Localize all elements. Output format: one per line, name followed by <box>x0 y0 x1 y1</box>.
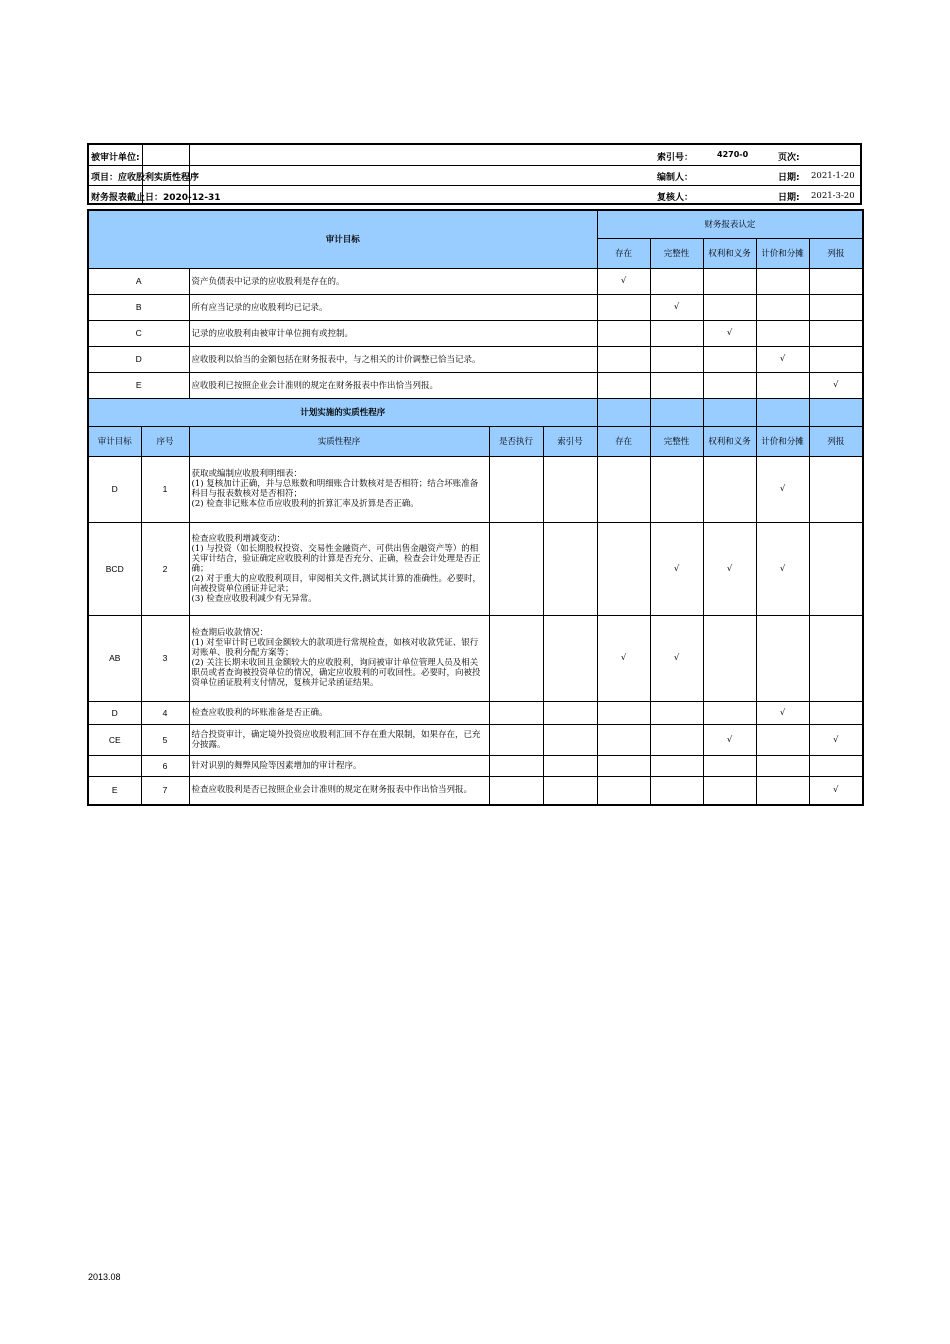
check-mark <box>597 320 650 346</box>
executed-cell[interactable] <box>489 615 543 701</box>
procedure-objective: D <box>88 456 141 522</box>
procedure-row <box>88 724 863 755</box>
check-mark <box>756 755 809 776</box>
objective-text: 记录的应收股利由被审计单位拥有或控制。 <box>189 320 597 346</box>
column-header: 完整性 <box>650 426 703 456</box>
procedure-text: 针对识别的舞弊风险等因素增加的审计程序。 <box>189 755 489 776</box>
check-mark <box>703 776 756 805</box>
check-mark: √ <box>756 346 809 372</box>
index-label: 索引号： <box>657 153 694 163</box>
check-mark: √ <box>809 724 863 755</box>
objective-text: 所有应当记录的应收股利均已记录。 <box>189 294 597 320</box>
procedure-row <box>88 615 863 701</box>
check-mark <box>756 320 809 346</box>
check-mark <box>597 456 650 522</box>
project-label: 项目：应收股利实质性程序 <box>91 173 200 183</box>
column-header: 列报 <box>809 426 863 456</box>
objective-row <box>88 294 863 320</box>
assertion-header: 完整性 <box>650 238 703 268</box>
procedure-objective: BCD <box>88 522 141 615</box>
check-mark <box>650 724 703 755</box>
date-value-1: 2021-1-20 <box>811 171 855 181</box>
check-mark: √ <box>597 615 650 701</box>
procedure-objective <box>88 755 141 776</box>
check-mark: √ <box>703 724 756 755</box>
index-cell[interactable] <box>543 456 597 522</box>
procedure-seq: 6 <box>141 755 189 776</box>
procedure-objective: D <box>88 701 141 724</box>
preparer-label: 编制人： <box>657 173 694 183</box>
procedure-text: 获取或编制应收股利明细表： (1) 复核加计正确，并与总账数和明细账合计数核对是否相符；结合坏账准备科目与报表数核对是否相符； (2) 检查非记账本位币应收股利的折算汇率及折算是否正确。 <box>189 456 489 522</box>
check-mark: √ <box>650 522 703 615</box>
procedure-row <box>88 522 863 615</box>
check-mark <box>809 615 863 701</box>
check-mark <box>597 701 650 724</box>
check-mark <box>597 346 650 372</box>
procedure-seq: 5 <box>141 724 189 755</box>
column-header: 计价和分摊 <box>756 426 809 456</box>
procedure-objective: CE <box>88 724 141 755</box>
check-mark <box>597 776 650 805</box>
check-mark <box>650 755 703 776</box>
check-mark <box>756 372 809 398</box>
assertion-header: 权利和义务 <box>703 238 756 268</box>
procedure-seq: 4 <box>141 701 189 724</box>
executed-cell[interactable] <box>489 724 543 755</box>
index-cell[interactable] <box>543 755 597 776</box>
executed-cell[interactable] <box>489 701 543 724</box>
check-mark <box>597 755 650 776</box>
check-mark <box>809 346 863 372</box>
procedure-objective: E <box>88 776 141 805</box>
column-header: 序号 <box>141 426 189 456</box>
auditee-label: 被审计单位: <box>91 153 140 163</box>
check-mark <box>703 615 756 701</box>
check-mark: √ <box>597 268 650 294</box>
procedures-title: 计划实施的实质性程序 <box>88 398 597 426</box>
assertion-header: 计价和分摊 <box>756 238 809 268</box>
check-mark <box>703 346 756 372</box>
page-label: 页次: <box>778 153 800 163</box>
index-value: 4270-0 <box>717 150 749 159</box>
check-mark <box>756 776 809 805</box>
executed-cell[interactable] <box>489 755 543 776</box>
assertion-header: 存在 <box>597 238 650 268</box>
procedure-row <box>88 456 863 522</box>
index-cell[interactable] <box>543 615 597 701</box>
check-mark: √ <box>650 615 703 701</box>
procedure-text: 检查期后收款情况： (1) 对至审计时已收回金额较大的款项进行常规检查，如核对收款凭证、银行对账单、股利分配方案等； (2) 关注长期未收回且金额较大的应收股利，询问被审计单位管理人员及相关职员或者查询被投资单位的情况，确定应收股利的可收回性。必要时，向被投资单位函证股利支付情况，复核并记录函证结果。 <box>189 615 489 701</box>
objective-text: 应收股利以恰当的金额包括在财务报表中，与之相关的计价调整已恰当记录。 <box>189 346 597 372</box>
check-mark <box>703 456 756 522</box>
objective-row <box>88 320 863 346</box>
check-mark <box>650 456 703 522</box>
check-mark <box>703 372 756 398</box>
objective-text: 应收股利已按照企业会计准则的规定在财务报表中作出恰当列报。 <box>189 372 597 398</box>
check-mark <box>809 522 863 615</box>
procedure-seq: 3 <box>141 615 189 701</box>
check-mark <box>809 755 863 776</box>
header-block <box>87 143 862 205</box>
objectives-title: 审计目标 <box>88 210 597 268</box>
executed-cell[interactable] <box>489 776 543 805</box>
objective-code: E <box>88 372 189 398</box>
procedure-row <box>88 776 863 805</box>
column-header: 存在 <box>597 426 650 456</box>
period-label: 财务报表截止日：2020-12-31 <box>91 193 221 203</box>
check-mark <box>809 294 863 320</box>
procedure-seq: 7 <box>141 776 189 805</box>
check-mark: √ <box>756 522 809 615</box>
date-label-2: 日期: <box>778 193 800 203</box>
check-mark <box>597 724 650 755</box>
objective-row <box>88 346 863 372</box>
objective-row <box>88 372 863 398</box>
date-label-1: 日期: <box>778 173 800 183</box>
check-mark <box>809 320 863 346</box>
check-mark <box>650 346 703 372</box>
procedure-seq: 1 <box>141 456 189 522</box>
check-mark <box>756 294 809 320</box>
procedure-text: 检查应收股利增减变动： (1) 与投资（如长期股权投资、交易性金融资产、可供出售金融资产等）的相关审计结合，验证确定应收股利的计算是否充分、正确，检查会计处理是否正确； (2) 对于重大的应收股利项目，审阅相关文件,测试其计算的准确性。必要时，向被投资单位函证并记录； (3) 检查应收股利减少有无异常。 <box>189 522 489 615</box>
executed-cell[interactable] <box>489 522 543 615</box>
check-mark <box>650 372 703 398</box>
executed-cell[interactable] <box>489 456 543 522</box>
check-mark <box>650 701 703 724</box>
check-mark <box>809 268 863 294</box>
index-cell[interactable] <box>543 701 597 724</box>
header-divider <box>89 185 860 186</box>
objective-code: A <box>88 268 189 294</box>
check-mark <box>703 294 756 320</box>
objective-row <box>88 268 863 294</box>
assertion-header: 列报 <box>809 238 863 268</box>
column-header: 实质性程序 <box>189 426 489 456</box>
procedure-row <box>88 755 863 776</box>
check-mark <box>756 724 809 755</box>
procedure-text: 检查应收股利的坏账准备是否正确。 <box>189 701 489 724</box>
objective-code: B <box>88 294 189 320</box>
objective-text: 资产负债表中记录的应收股利是存在的。 <box>189 268 597 294</box>
reviewer-label: 复核人： <box>657 193 694 203</box>
check-mark <box>597 522 650 615</box>
check-mark: √ <box>703 522 756 615</box>
check-mark <box>703 701 756 724</box>
column-header: 审计目标 <box>88 426 141 456</box>
check-mark <box>597 372 650 398</box>
check-mark: √ <box>650 294 703 320</box>
assertions-title: 财务报表认定 <box>597 210 863 238</box>
check-mark <box>756 615 809 701</box>
date-value-2: 2021-3-20 <box>811 191 855 201</box>
check-mark: √ <box>703 320 756 346</box>
column-header: 权利和义务 <box>703 426 756 456</box>
check-mark: √ <box>756 701 809 724</box>
procedure-row <box>88 701 863 724</box>
objective-code: C <box>88 320 189 346</box>
footer-version: 2013.08 <box>88 1272 121 1282</box>
index-cell[interactable] <box>543 776 597 805</box>
column-header: 索引号 <box>543 426 597 456</box>
check-mark <box>756 268 809 294</box>
check-mark <box>650 320 703 346</box>
check-mark: √ <box>756 456 809 522</box>
index-cell[interactable] <box>543 522 597 615</box>
objective-code: D <box>88 346 189 372</box>
check-mark <box>809 701 863 724</box>
check-mark <box>703 755 756 776</box>
check-mark <box>809 456 863 522</box>
audit-table <box>87 209 864 806</box>
procedure-text: 结合投资审计，确定境外投资应收股利汇回不存在重大限制，如果存在，已充分披露。 <box>189 724 489 755</box>
check-mark <box>703 268 756 294</box>
check-mark <box>650 268 703 294</box>
procedure-text: 检查应收股利是否已按照企业会计准则的规定在财务报表中作出恰当列报。 <box>189 776 489 805</box>
check-mark <box>650 776 703 805</box>
check-mark: √ <box>809 372 863 398</box>
check-mark <box>597 294 650 320</box>
index-cell[interactable] <box>543 724 597 755</box>
check-mark: √ <box>809 776 863 805</box>
column-header: 是否执行 <box>489 426 543 456</box>
procedure-seq: 2 <box>141 522 189 615</box>
procedure-objective: AB <box>88 615 141 701</box>
header-divider <box>89 165 860 166</box>
